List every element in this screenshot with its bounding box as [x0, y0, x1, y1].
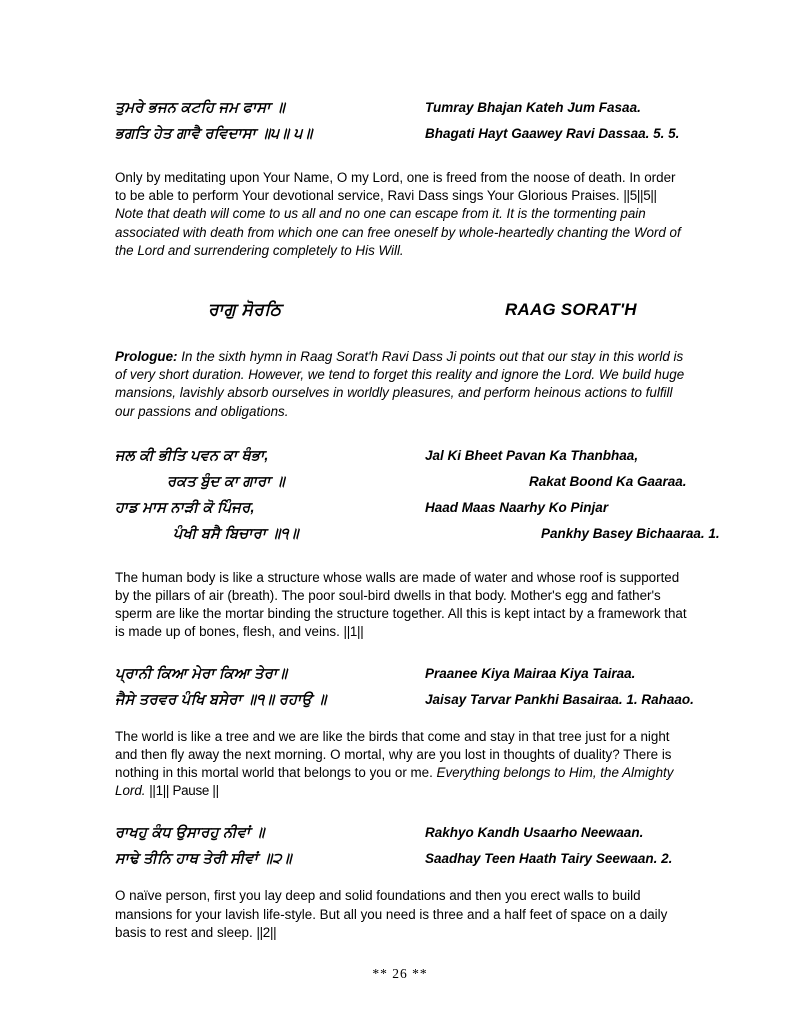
raag-heading-transliteration: RAAG SORAT'H: [505, 300, 637, 320]
commentary-italic-text: Everything belongs to Him, the Almighty Lord.: [115, 765, 674, 799]
verse-line: [115, 121, 687, 147]
commentary-text: The human body is like a structure whose walls are made of water and whose roof is supported by the pillars of air (breath). The poor soul-bird dwells in that body. Mother's egg and father's sperm are like the mortar binding the structure together. All this is kept intact by a framework that is made up of bones, flesh, and veins.: [115, 569, 687, 640]
commentary-marker: ||2||: [256, 924, 277, 940]
commentary-plain-text: Only by meditating upon Your Name, O my Lord, one is freed from the noose of death. In order to be able to perform Your devotional service, Ravi Dass sings Your Glorious Praises.: [115, 170, 676, 204]
verse-block-1: [115, 443, 720, 547]
verse-gurmukhi: ਤੁਮਰੇ ਭਜਨ ਕਟਹਿ ਜਮ ਫਾਸਾ ॥: [115, 100, 286, 116]
verse-transliteration: Bhagati Hayt Gaawey Ravi Dassaa. 5. 5.: [425, 126, 680, 141]
verse-gurmukhi: ਸਾਢੇ ਤੀਨਿ ਹਾਥ ਤੇਰੀ ਸੀਵਾਂ ॥੨॥: [115, 851, 292, 868]
verse-line: [115, 687, 694, 713]
verse-gurmukhi: ਭਗਤਿ ਹੇਤ ਗਾਵੈ ਰਵਿਦਾਸਾ ॥੫॥ ੫॥: [115, 126, 313, 142]
verse-gurmukhi: ਜਲ ਕੀ ਭੀਤਿ ਪਵਨ ਕਾ ਥੰਭਾ,: [115, 447, 269, 464]
verse-line: [115, 495, 687, 521]
verse-transliteration: Pankhy Basey Bichaaraa. 1.: [541, 525, 720, 541]
verse-gurmukhi: ਹਾਡ ਮਾਸ ਨਾੜੀ ਕੋ ਪਿੰਜਰ,: [115, 499, 255, 516]
verse-line: [115, 443, 687, 469]
commentary-marker: ||5||5||: [623, 188, 657, 204]
verse-transliteration: Tumray Bhajan Kateh Jum Fasaa.: [425, 100, 641, 115]
verse-line: [115, 661, 687, 687]
commentary-plain-text: The world is like a tree and we are like the birds that come and stay in that tree just for a night and then fly away the next morning. O mortal, why are you lost in thoughts of duality? There is nothing in this mortal world that belongs to you or me.: [115, 728, 672, 781]
page-footer: [0, 966, 800, 982]
commentary-note-italic: Note that death will come to us all and no one can escape from it. It is the tormenting pain associated with death from which one can free oneself by whole-heartedly chanting the Word of the Lord and surrendering completely to His Will.: [115, 206, 681, 258]
verse-block-2: [115, 820, 687, 872]
verse-gurmukhi: ਪੰਖੀ ਬਸੈ ਬਿਚਾਰਾ ॥੧॥: [173, 525, 299, 542]
commentary-text: O naïve person, first you lay deep and solid foundations and then you erect walls to build mansions for your lavish life-style. But all you need is three and a half feet of space on a daily basis to rest and sleep.: [115, 888, 668, 940]
verse-gurmukhi: ਰਾਖਹੁ ਕੰਧ ਉਸਾਰਹੁ ਨੀਵਾਂ ॥: [115, 825, 265, 842]
commentary-verse-2: [115, 887, 687, 942]
commentary-hymn5: [115, 169, 687, 260]
verse-block-rahao: [115, 661, 694, 713]
verse-line: [115, 521, 720, 547]
verse-gurmukhi: ਰਕਤ ਬੁੰਦ ਕਾ ਗਾਰਾ ॥: [167, 473, 286, 490]
commentary-marker: ||1|| Pause ||: [149, 783, 219, 799]
verse-transliteration: Jaisay Tarvar Pankhi Basairaa. 1. Rahaao.: [425, 691, 694, 707]
verse-transliteration: Rakat Boond Ka Gaaraa.: [529, 473, 687, 489]
verse-transliteration: Praanee Kiya Mairaa Kiya Tairaa.: [425, 665, 636, 681]
verse-transliteration: Jal Ki Bheet Pavan Ka Thanbhaa,: [425, 447, 639, 463]
page-number-label: ** 26 **: [372, 966, 428, 981]
commentary-verse-1: [115, 569, 687, 642]
prologue-label: Prologue:: [115, 349, 178, 365]
commentary-verse-rahao: [115, 728, 687, 801]
verse-gurmukhi: ਜੈਸੇ ਤਰਵਰ ਪੰਖਿ ਬਸੇਰਾ ॥੧॥ ਰਹਾਉ ॥: [115, 691, 327, 708]
verse-line: [115, 469, 687, 495]
verse-block-hymn5-closing: [115, 95, 687, 147]
verse-gurmukhi: ਪ੍ਰਾਨੀ ਕਿਆ ਮੇਰਾ ਕਿਆ ਤੇਰਾ॥: [115, 665, 288, 682]
verse-line: [115, 820, 687, 846]
verse-transliteration: Haad Maas Naarhy Ko Pinjar: [425, 499, 609, 515]
verse-transliteration: Rakhyo Kandh Usaarho Neewaan.: [425, 825, 644, 841]
page-content: [115, 95, 720, 942]
commentary-marker: ||1||: [343, 624, 364, 640]
raag-heading: [115, 300, 687, 320]
verse-transliteration: Saadhay Teen Haath Tairy Seewaan. 2.: [425, 851, 673, 867]
prologue-text: In the sixth hymn in Raag Sorat'h Ravi Dass Ji points out that our stay in this world is of very short duration. However, we tend to forget this reality and ignore the Lord. We build huge mansions, lavishly absorb ourselves in worldly pleasures, and perform heinous actions to fulfill our passions and obligations.: [115, 349, 685, 419]
verse-line: [115, 95, 687, 121]
verse-line: [115, 846, 687, 872]
raag-heading-gurmukhi: ਰਾਗੁ ਸੋਰਠਿ: [208, 300, 282, 320]
prologue-paragraph: [115, 348, 687, 421]
